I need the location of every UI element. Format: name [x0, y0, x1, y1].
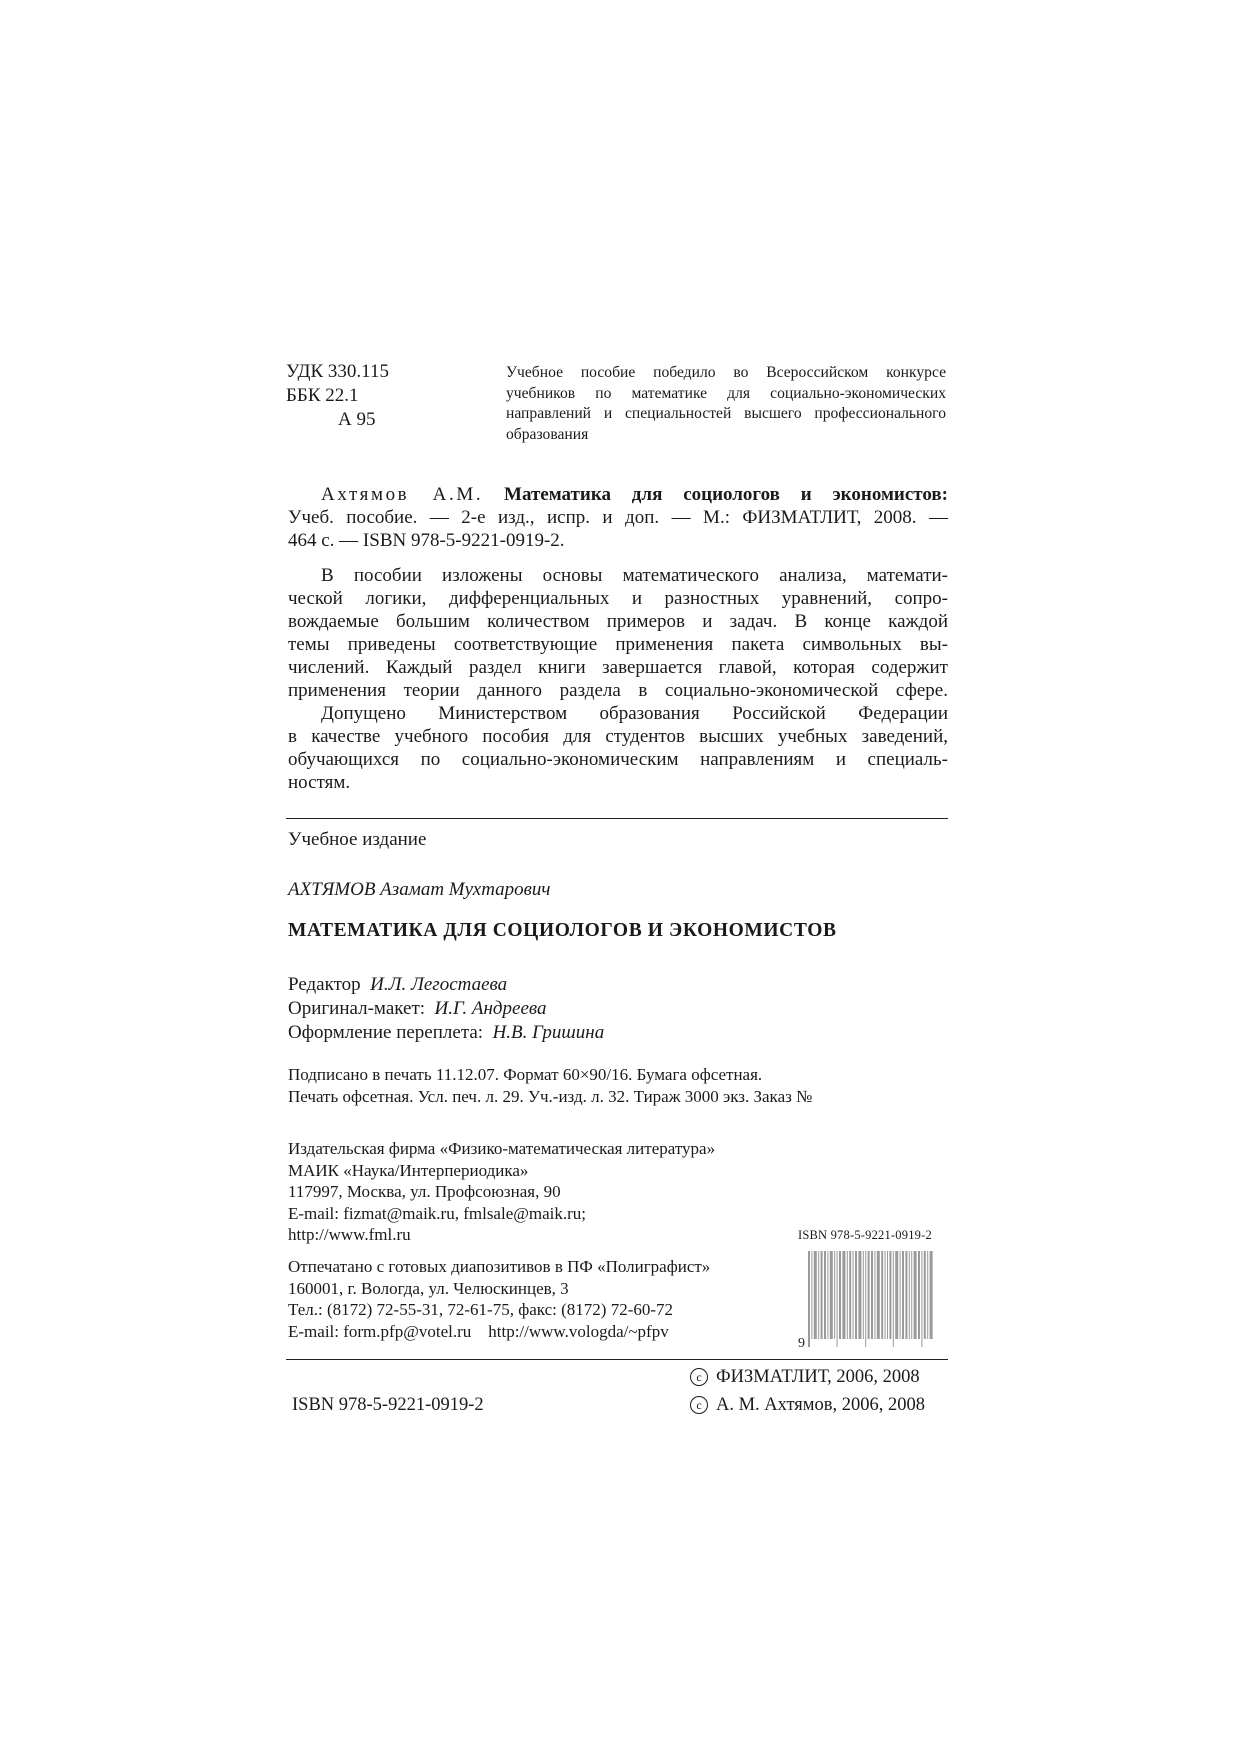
barcode-stripe: [914, 1251, 917, 1339]
book-title: МАТЕМАТИКА ДЛЯ СОЦИОЛОГОВ И ЭКОНОМИСТОВ: [288, 920, 837, 941]
abstract: [288, 564, 948, 794]
barcode-stripe: [863, 1251, 864, 1339]
barcode-stripe: [902, 1251, 904, 1339]
publisher-line: http://www.fml.ru: [288, 1225, 411, 1244]
abstract-line: Допущено Министерством образования Российской Федерации: [321, 703, 948, 724]
udk-code: УДК 330.115: [286, 361, 389, 382]
credit-cover: Оформление переплета: Н.В. Гришина: [288, 1022, 605, 1043]
publisher-line: МАИК «Наука/Интерпериодика»: [288, 1160, 529, 1180]
printer-line: 160001, г. Вологда, ул. Челюскинцев, 3: [288, 1278, 569, 1298]
publisher-line: 117997, Москва, ул. Профсоюзная, 90: [288, 1182, 561, 1201]
award-note: Учебное пособие победило во Всероссийском конкурсе учебников по математике для социально-экономических направлений и специальностей высшего профессионального образования: [506, 364, 946, 443]
edition-type: Учебное издание: [288, 829, 427, 850]
copyright-icon: c: [690, 1396, 708, 1414]
divider-bottom: [286, 1359, 948, 1360]
barcode-stripe: [918, 1251, 920, 1339]
isbn-barcode: [798, 1228, 948, 1360]
barcode-isbn-label: ISBN 978-5-9221-0919-2: [798, 1228, 932, 1242]
bbk-code: ББК 22.1: [286, 385, 359, 406]
barcode-stripe: [855, 1251, 857, 1339]
barcode-stripe: [911, 1251, 912, 1339]
barcode-stripe: [842, 1251, 845, 1339]
abstract-line: ческой логики, дифференциальных и разностных уравнений, сопро-: [288, 588, 948, 609]
barcode-stripe: [893, 1251, 894, 1347]
barcode-stripe: [885, 1251, 886, 1339]
publisher-block: [288, 1138, 715, 1246]
barcode-stripe: [874, 1251, 875, 1339]
barcode-stripe: [930, 1251, 933, 1339]
barcode-stripe: [853, 1251, 854, 1339]
print-info: [288, 1064, 812, 1107]
barcode-stripe: [837, 1251, 838, 1347]
printer-line: Отпечатано с готовых диапозитивов в ПФ «Полиграфист»: [288, 1257, 711, 1276]
barcode-stripe: [905, 1251, 907, 1339]
barcode-icon: [798, 1243, 948, 1355]
barcode-stripe: [824, 1251, 826, 1339]
isbn-bottom: ISBN 978-5-9221-0919-2: [292, 1395, 484, 1415]
abstract-line: в качестве учебного пособия для студентов высших учебных заведений,: [288, 726, 948, 747]
barcode-stripe: [847, 1251, 848, 1339]
barcode-stripe: [827, 1251, 828, 1339]
abstract-line: обучающихся по социально-экономическим направлениям и специаль-: [288, 749, 948, 770]
barcode-stripe: [821, 1251, 823, 1339]
citation-line-2: 464 с. — ISBN 978-5-9221-0919-2.: [288, 530, 565, 551]
barcode-stripe: [818, 1251, 819, 1339]
abstract-line: применения теории данного раздела в социально-экономической сфере.: [288, 680, 948, 701]
abstract-line: вождаемые большим количеством примеров и задач. В конце каждой: [288, 611, 948, 632]
copyright-publisher: c ФИЗМАТЛИТ, 2006, 2008: [690, 1367, 920, 1388]
barcode-stripe: [927, 1251, 928, 1339]
abstract-line: В пособии изложены основы математического анализа, математи-: [321, 565, 948, 586]
divider: [286, 818, 948, 819]
barcode-stripe: [865, 1251, 866, 1347]
printer-line: Тел.: (8172) 72-55-31, 72-61-75, факс: (8172) 72-60-72: [288, 1300, 674, 1319]
author-mark: А 95: [338, 409, 376, 430]
barcode-stripe: [877, 1251, 880, 1339]
publisher-line: Издательская фирма «Физико-математическая литература»: [288, 1139, 716, 1158]
copyright-author: c А. М. Ахтямов, 2006, 2008: [690, 1395, 925, 1416]
print-info-line: Подписано в печать 11.12.07. Формат 60×90/16. Бумага офсетная.: [288, 1065, 763, 1084]
barcode-stripe: [881, 1251, 883, 1339]
citation-title: Математика для социологов и экономистов:: [504, 484, 948, 505]
citation: [288, 483, 948, 552]
printer-line: E-mail: form.pfp@votel.ru http://www.vologda/~pfpv: [288, 1321, 669, 1341]
barcode-stripe: [868, 1251, 870, 1339]
barcode-digit: 9: [798, 1336, 805, 1351]
barcode-stripe: [895, 1251, 898, 1339]
publisher-line: E-mail: fizmat@maik.ru, fmlsale@maik.ru;: [288, 1203, 587, 1223]
barcode-stripe: [909, 1251, 910, 1339]
citation-author: Ахтямов А.М.: [321, 484, 484, 505]
barcode-stripe: [814, 1251, 817, 1339]
copyright-icon: c: [690, 1368, 708, 1386]
classification-codes: [286, 360, 389, 432]
barcode-stripe: [839, 1251, 841, 1339]
credit-editor: Редактор И.Л. Легостаева: [288, 974, 508, 995]
barcode-stripe: [830, 1251, 833, 1339]
barcode-stripe: [811, 1251, 812, 1339]
print-info-line: Печать офсетная. Усл. печ. л. 29. Уч.-изд. л. 32. Тираж 3000 экз. Заказ №: [288, 1086, 813, 1106]
barcode-stripe: [900, 1251, 901, 1339]
barcode-stripe: [834, 1251, 835, 1339]
barcode-stripe: [871, 1251, 873, 1339]
abstract-line: темы приведены соответствующие применения пакета символьных вы-: [288, 634, 948, 655]
barcode-stripe: [849, 1251, 851, 1339]
abstract-line: числений. Каждый раздел книги завершается главой, которая содержит: [288, 657, 948, 678]
barcode-stripe: [858, 1251, 861, 1339]
printer-block: [288, 1256, 710, 1342]
author-full-name: АХТЯМОВ Азамат Мухтарович: [288, 879, 551, 900]
barcode-stripe: [889, 1251, 891, 1339]
citation-line-1: Учеб. пособие. — 2-е изд., испр. и доп. — М.: ФИЗМАТЛИТ, 2008. —: [288, 507, 948, 528]
credits: [288, 973, 604, 1045]
barcode-stripe: [924, 1251, 926, 1339]
barcode-stripe: [887, 1251, 888, 1339]
barcode-stripe: [921, 1251, 922, 1347]
abstract-line: ностям.: [288, 772, 351, 793]
credit-layout: Оригинал-макет: И.Г. Андреева: [288, 998, 547, 1019]
barcode-stripe: [808, 1251, 810, 1347]
